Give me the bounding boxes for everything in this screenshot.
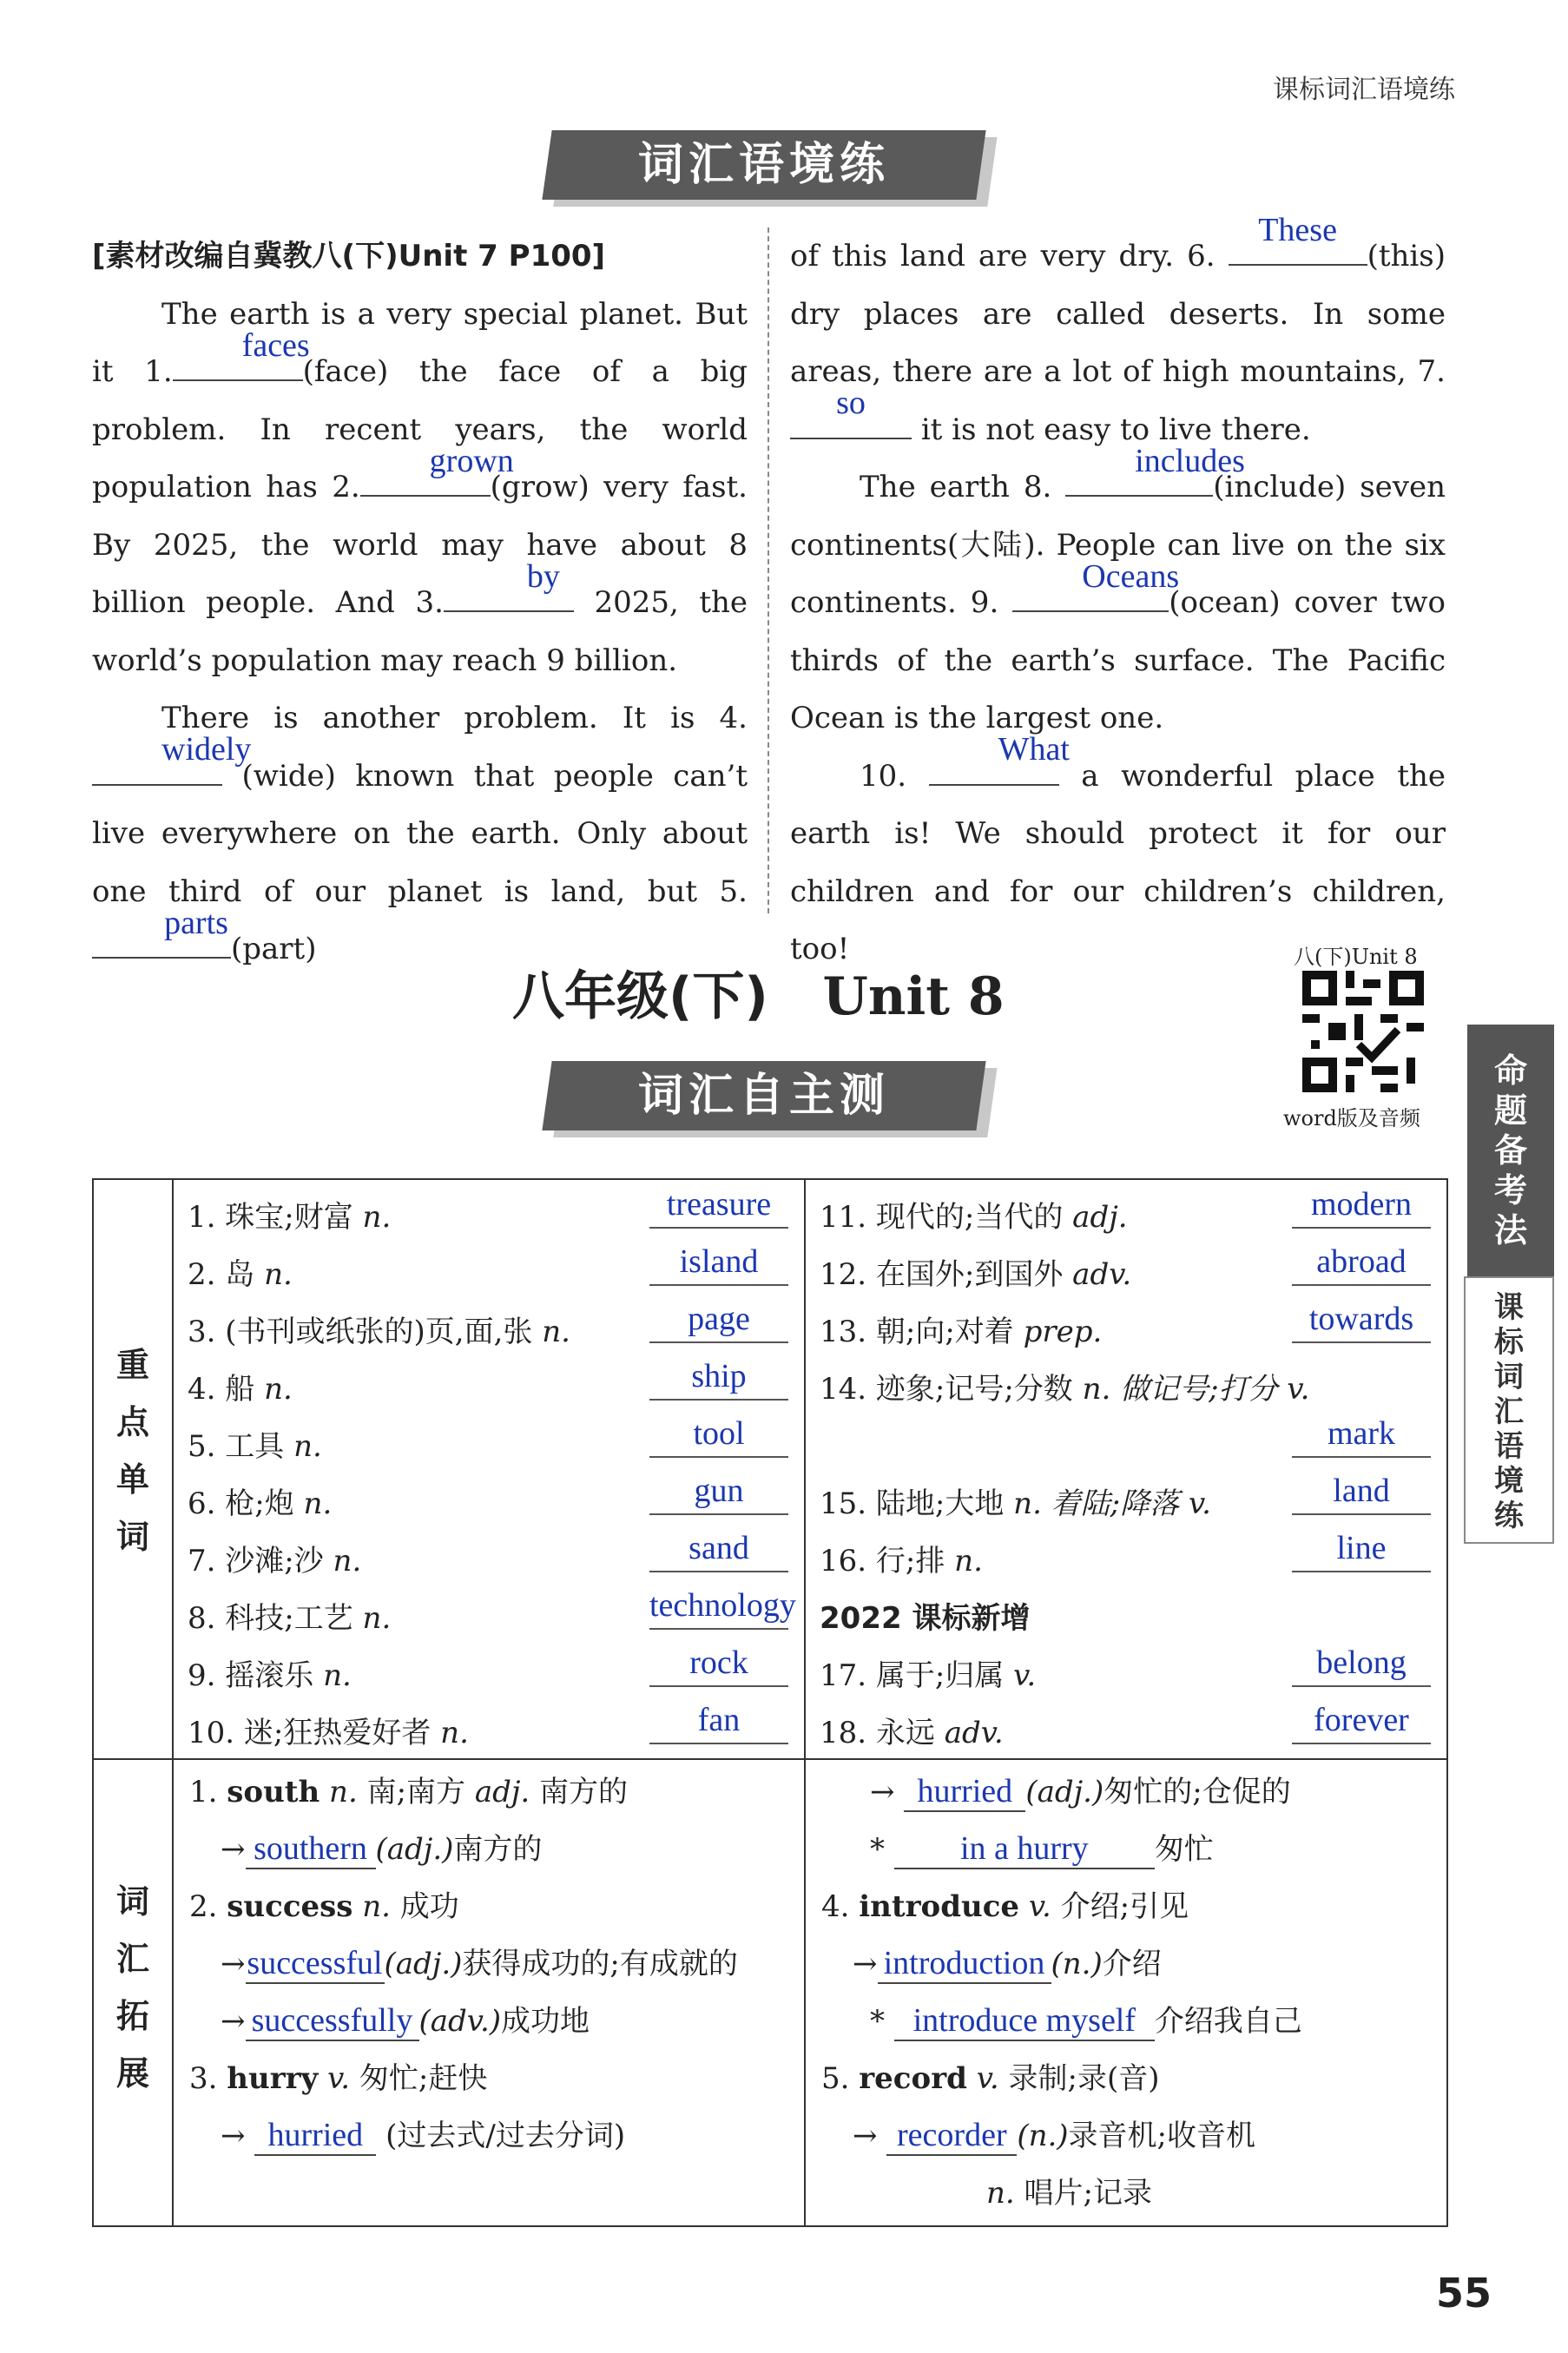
paragraph-2-cont: of this land are very dry. 6. These (this) dry places are called deserts. In some areas, there are a lot of high mountains, 7. so it is not easy to live there. (790, 211, 1446, 447)
extension-right: → hurried (adj.)匆忙的;仓促的 * in a hurry 匆忙 4. introduce v. 介绍;引见 → introduction (n.)介绍 * introduce myself 介绍我自己 5. record v. 录制;录(音) → recorder (n.)录音机;收音机 n. 唱片;记录 (805, 1759, 1447, 2226)
paragraph-1: The earth is a very special planet. But it 1. faces (face) the face of a big problem. In recent years, the world population has 2. grown (grow) very fast. By 2025, the world may have about 8 billion people. And 3. by 2025, the world’s population may reach 9 billion. (92, 296, 748, 678)
passage-right-column (790, 211, 1446, 979)
unit-title: 八年级(下) Unit 8 (512, 966, 1005, 1027)
vocab-table (92, 1178, 1448, 2227)
word-row: 6. 枪;炮 n. gun (174, 1468, 804, 1526)
paragraph-2: There is another problem. It is 4. widely (wide) known that people can’t live everywhere on the earth. Only about one third of our planet is land, but 5. parts (part) (92, 701, 748, 966)
word-row: 8. 科技;工艺 n. technology (174, 1583, 804, 1640)
word-row: 11. 现代的;当代的 adj. modern (806, 1182, 1446, 1239)
passage-left-column (92, 227, 748, 979)
word-row: 14. 迹象;记号;分数 n. 做记号;打分 v. (820, 1372, 1310, 1407)
column-divider (768, 227, 769, 913)
word-row: 10. 迷;狂热爱好者 n. fan (174, 1697, 804, 1755)
blank-3[interactable]: by (444, 581, 574, 612)
blank-10[interactable]: What (929, 755, 1059, 786)
paragraph-3: The earth 8. includes (include) seven continents(大陆). People can live on the six continents. 9. Oceans (ocean) cover two thirds of the earth’s surface. The Pacific Ocean is the largest one. (790, 442, 1446, 735)
passage-source: [素材改编自冀教八(下)Unit 7 P100] (92, 239, 606, 274)
word-row: 4. 船 n. ship (174, 1354, 804, 1411)
word-row: 3. (书刊或纸张的)页,面,张 n. page (174, 1296, 804, 1354)
word-row: 9. 摇滚乐 n. rock (174, 1640, 804, 1697)
word-row: 2. 岛 n. island (174, 1239, 804, 1296)
blank-6[interactable]: These (1229, 234, 1367, 266)
blank-8[interactable]: includes (1065, 465, 1213, 497)
word-row: 7. 沙滩;沙 n. sand (174, 1526, 804, 1583)
side-tab-primary[interactable]: 命题备考法 (1467, 1025, 1554, 1285)
section-banner-context: 词汇语境练 (542, 130, 985, 200)
blank-7[interactable]: so (790, 408, 912, 439)
vocab-section-key-words: 重点单词 (93, 1179, 173, 1759)
word-row: 12. 在国外;到国外 adv. abroad (806, 1239, 1446, 1296)
blank-2[interactable]: grown (360, 465, 491, 497)
word-row: 5. 工具 n. tool (174, 1411, 804, 1468)
qr-label-top: 八(下)Unit 8 (1294, 945, 1418, 969)
word-row: 17. 属于;归属 v. belong (806, 1640, 1446, 1697)
vocab-section-extension: 词汇拓展 (93, 1759, 173, 2226)
qr-code-icon[interactable] (1302, 971, 1424, 1092)
word-row: 18. 永远 adv. forever (806, 1697, 1446, 1755)
word-row: 15. 陆地;大地 n. 着陆;降落 v. land (806, 1468, 1446, 1526)
key-words-left (173, 1179, 805, 1759)
key-words-right (805, 1179, 1447, 1759)
extension-left: 1. south n. 南;南方 adj. 南方的 → southern (adj.)南方的 2. success n. 成功 →successful(adj.)获得成功的;有成就的 → successfully (adv.)成功地 3. hurry v. 匆忙;赶快 → hurried (过去式/过去分词) (173, 1759, 805, 2226)
section-banner-vocab: 词汇自主测 (542, 1061, 985, 1130)
word-row: 16. 行;排 n. line (806, 1526, 1446, 1583)
word-row: 13. 朝;向;对着 prep. towards (806, 1296, 1446, 1354)
side-tab-secondary[interactable]: 课标词汇语境练 (1464, 1276, 1554, 1544)
blank-4[interactable]: widely (92, 755, 222, 786)
blank-1[interactable]: faces (173, 350, 303, 381)
qr-label-bottom: word版及音频 (1283, 1106, 1420, 1130)
word-row: mark (806, 1411, 1446, 1468)
paragraph-4: 10. What a wonderful place the earth is! We should protect it for our children and for our children’s children, too! (790, 731, 1446, 966)
blank-5[interactable]: parts (92, 927, 231, 959)
blank-9[interactable]: Oceans (1012, 581, 1169, 612)
word-row: 1. 珠宝;财富 n. treasure (174, 1182, 804, 1239)
header-section-label: 课标词汇语境练 (1273, 75, 1455, 105)
page-number: 55 (1435, 2270, 1492, 2317)
new-words-label: 2022 课标新增 (820, 1601, 1031, 1636)
